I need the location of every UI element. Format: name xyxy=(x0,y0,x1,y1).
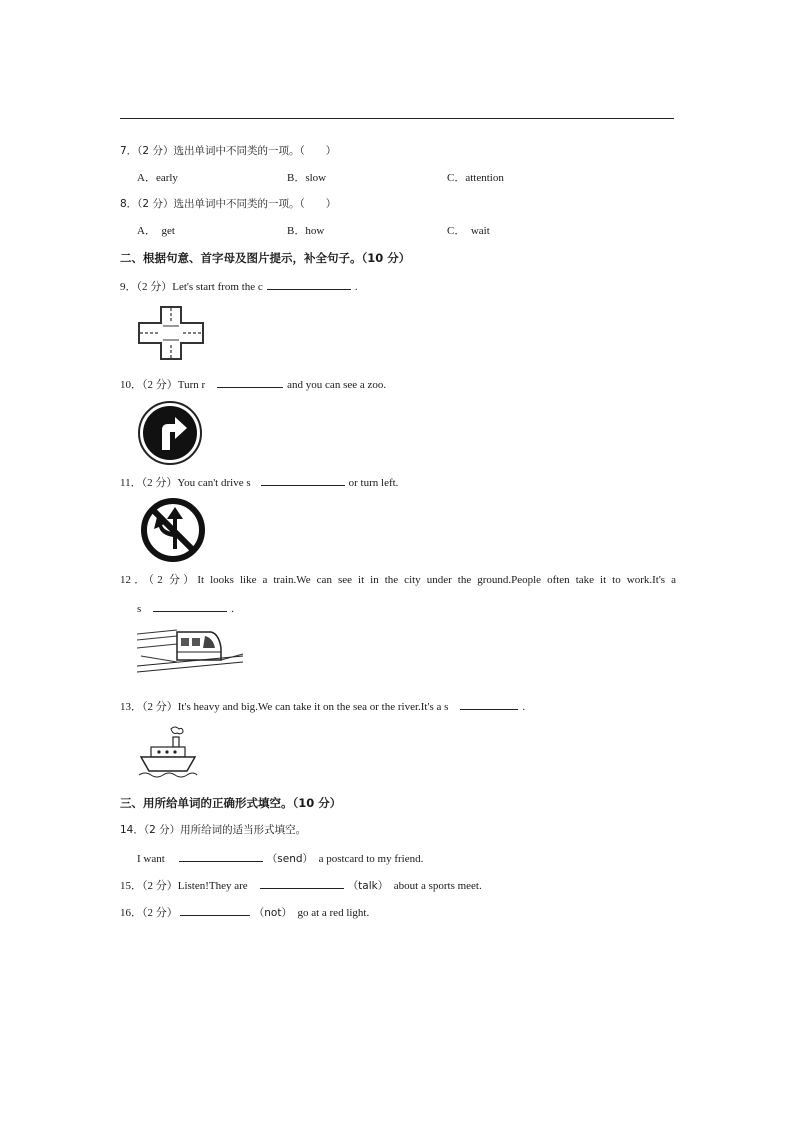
q16-hint: （not） xyxy=(253,907,292,919)
q15-blank[interactable] xyxy=(260,877,344,889)
q12-period: . xyxy=(231,603,235,615)
q10-post: and you can see a zoo. xyxy=(287,379,387,391)
q16-post: go at a red light. xyxy=(297,907,370,919)
q12-letter: s xyxy=(137,603,142,615)
no-straight-or-left-sign-icon xyxy=(137,497,209,568)
q15-line xyxy=(120,877,482,893)
q11-line xyxy=(120,474,398,490)
q14-pre: I want xyxy=(137,853,165,865)
q7-stem: 7．（2 分）选出单词中不同类的一项。（ ） xyxy=(120,145,337,157)
q12-blank[interactable] xyxy=(153,600,227,612)
q7-option-b: B．slow xyxy=(287,172,327,184)
q15-post: about a sports meet. xyxy=(393,880,482,892)
q9-text: 9．（2 分）Let's start from the c xyxy=(120,281,263,293)
q13-blank[interactable] xyxy=(460,698,518,710)
crossroad-icon xyxy=(137,305,205,366)
q8-option-a: A． get xyxy=(137,225,175,237)
q13-text: 13．（2 分）It's heavy and big.We can take it on the sea or the river.It's a s xyxy=(120,701,449,713)
q14-hint: （send） xyxy=(266,853,314,865)
q11-blank[interactable] xyxy=(261,474,345,486)
q8-option-c: C． wait xyxy=(447,225,490,237)
q7-option-a: A．early xyxy=(137,172,178,184)
q8-stem: 8．（2 分）选出单词中不同类的一项。（ ） xyxy=(120,198,337,210)
q16-pre: 16．（2 分） xyxy=(120,907,178,919)
q10-blank[interactable] xyxy=(217,376,283,388)
header-rule xyxy=(120,118,674,119)
q14-stem: 14．（2 分）用所给词的适当形式填空。 xyxy=(120,824,307,836)
q7-option-c: C．attention xyxy=(447,172,504,184)
q14-post: a postcard to my friend. xyxy=(318,853,424,865)
q9-line xyxy=(120,278,358,294)
section-2-heading: 二、根据句意、首字母及图片提示，补全句子。（10 分） xyxy=(120,251,411,265)
turn-right-sign-icon xyxy=(137,400,203,471)
q14-blank[interactable] xyxy=(179,850,263,862)
q15-hint: （talk） xyxy=(347,880,389,892)
q10-line xyxy=(120,376,386,392)
q10-text: 10．（2 分）Turn r xyxy=(120,379,206,391)
q12-line-2 xyxy=(137,600,234,616)
q8-option-b: B．how xyxy=(287,225,325,237)
q16-blank[interactable] xyxy=(180,904,250,916)
q9-period: . xyxy=(354,281,358,293)
q9-blank[interactable] xyxy=(267,278,351,290)
q15-pre: 15．（2 分）Listen!They are xyxy=(120,880,248,892)
q11-text: 11．（2 分）You can't drive s xyxy=(120,477,251,489)
q11-post: or turn left. xyxy=(348,477,399,489)
ship-icon xyxy=(137,725,199,786)
subway-train-icon xyxy=(137,626,245,679)
q16-line xyxy=(120,904,369,920)
q12-line-1: 12．（2 分）It looks like a train.We can see it in the city under the ground.People often take it to work.It's a xyxy=(120,574,676,586)
q14-line xyxy=(137,850,423,866)
section-3-heading: 三、用所给单词的正确形式填空。（10 分） xyxy=(120,796,342,810)
q13-period: . xyxy=(522,701,526,713)
q13-line xyxy=(120,698,525,714)
